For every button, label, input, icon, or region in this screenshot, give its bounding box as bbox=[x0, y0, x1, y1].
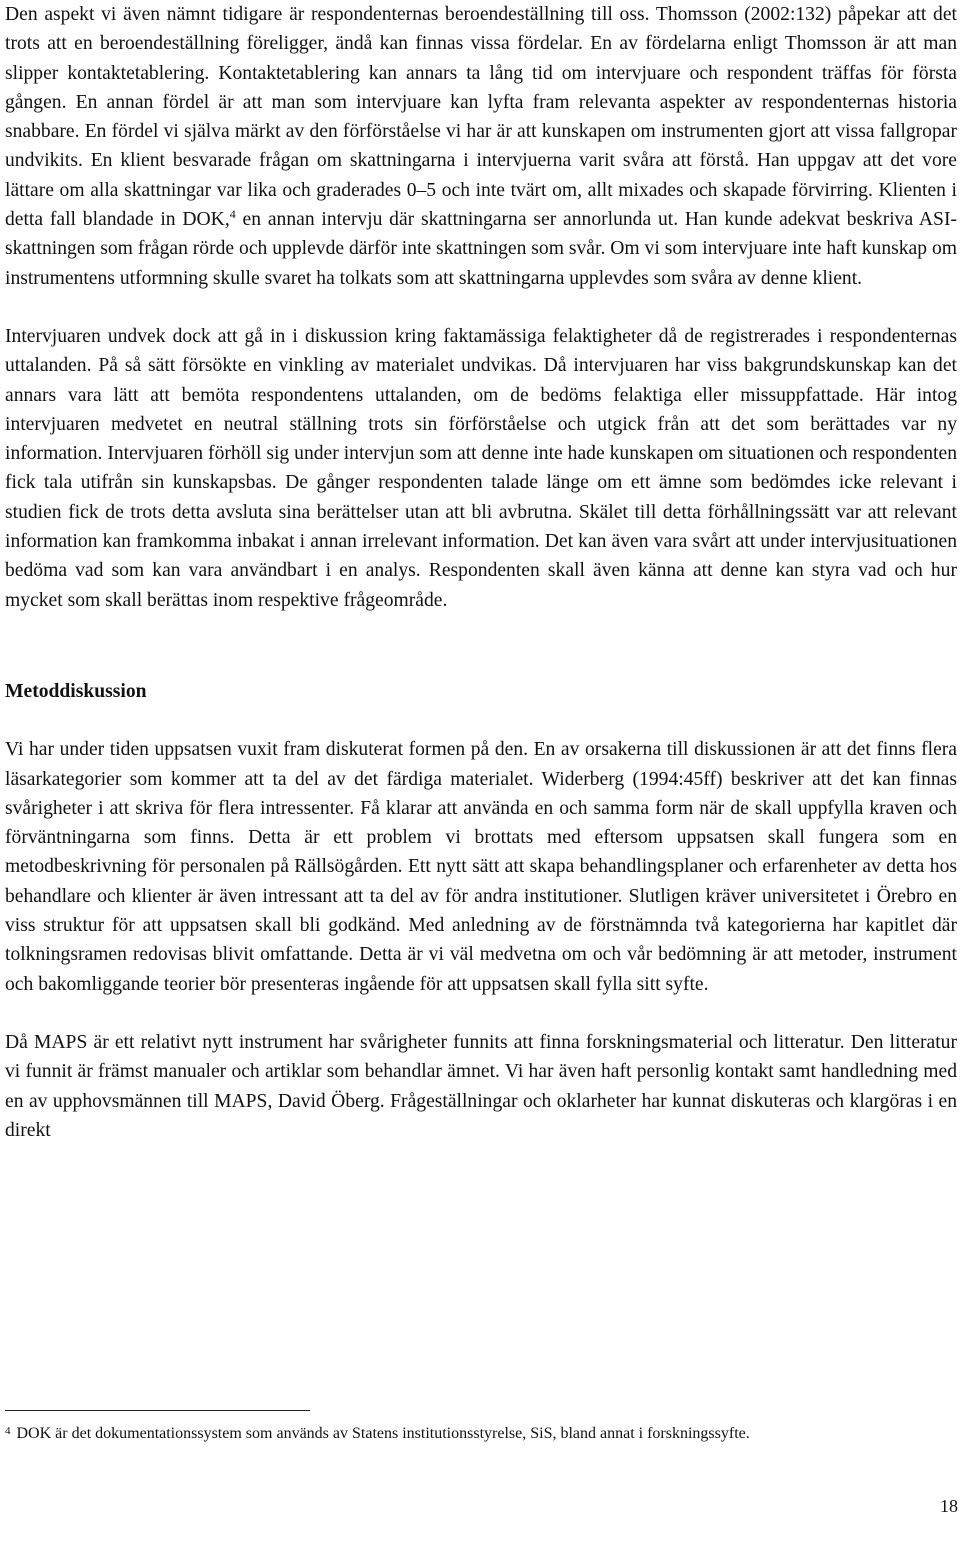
footnote-reference: 4 bbox=[229, 207, 236, 222]
paragraph-respondent-dependency bbox=[5, 0, 957, 293]
section-heading: Metoddiskussion bbox=[5, 680, 147, 702]
footnote bbox=[5, 1423, 885, 1446]
document-page bbox=[5, 0, 957, 1145]
paragraph-method-discussion: Vi har under tiden uppsatsen vuxit fram diskuterat formen på den. En av orsakerna till diskussionen är att det finns flera läsarkategorier som kommer att ta del av det färdiga materialet. Widerberg (1994:45ff) beskriver att det kan finnas svårigheter i att skriva för flera intressenter. Få klarar att använda en och samma form när de skall uppfylla kraven och förväntningarna som finns. Detta är ett problem vi brottats med eftersom uppsatsen skall fungera som en metodbeskrivning för personalen på Rällsögården. Ett nytt sätt att skapa behandlingsplaner och erfarenheter av detta hos behandlare och klienter är även intressant att ta del av för andra institutioner. Slutligen kräver universitetet i Örebro en viss struktur för att uppsatsen skall bli godkänd. Med anledning av de förstnämnda två kategorierna har kapitlet där tolkningsramen redovisas blivit omfattande. Detta är vi väl medvetna om och vår bedömning är att metoder, instrument och bakomliggande teorier bör presenteras ingående för att uppsatsen skall fylla sitt syfte. bbox=[5, 739, 957, 995]
paragraph-text-continued: en annan intervju där skattningarna ser annorlunda ut. Han kunde adekvat beskriva ASI-skattningen som frågan rörde och upplevde därför inte skattningen som svår. Om vi som intervjuare inte haft kunskap om instrumentens utformning skulle svaret ha tolkats som att skattningarna upplevdes som svåra av denne klient. bbox=[5, 209, 957, 289]
page-number: 18 bbox=[940, 1496, 958, 1516]
footnote-divider bbox=[5, 1410, 310, 1411]
footnote-text: DOK är det dokumentationssystem som används av Statens institutionsstyrelse, SiS, bland annat i forskningssyfte. bbox=[16, 1425, 750, 1442]
paragraph-text: Den aspekt vi även nämnt tidigare är respondenternas beroendeställning till oss. Thomsson (2002:132) påpekar att det trots att en beroendeställning föreligger, ändå kan finnas vissa fördelar. En av fördelarna enligt Thomsson är att man slipper kontaktetablering. Kontaktetablering kan annars ta lång tid om intervjuare och respondent träffas för första gången. En annan fördel är att man som intervjuare kan lyfta fram relevanta aspekter av respondenternas historia snabbare. En fördel vi själva märkt av den förförståelse vi har är att kunskapen om instrumenten gjort att vissa fallgropar undvikits. En klient besvarade frågan om skattningarna i intervjuerna varit svåra att förstå. Han uppgav att det vore lättare om alla skattningar var lika och graderades 0–5 och inte tvärt om, allt mixades och skapade förvirring. Klienten i detta fall blandade in DOK, bbox=[5, 4, 957, 231]
paragraph-maps-literature: Då MAPS är ett relativt nytt instrument har svårigheter funnits att finna forskningsmaterial och litteratur. Den litteratur vi funnit är främst manualer och artiklar som behandlar ämnet. Vi har även haft personlig kontakt samt handledning med en av upphovsmännen till MAPS, David Öberg. Frågeställningar och oklarheter har kunnat diskuteras och klargöras i en direkt bbox=[5, 1031, 957, 1141]
footnote-mark: 4 bbox=[5, 1425, 11, 1437]
paragraph-interviewer-neutrality: Intervjuaren undvek dock att gå in i diskussion kring faktamässiga felaktigheter då de registrerades i respondenternas uttalanden. På så sätt försökte en vinkling av materialet undvikas. Då intervjuaren har viss bakgrundskunskap kan det annars vara lätt att bemöta respondentens uttalanden, om de bedöms felaktiga eller missuppfattade. Här intog intervjuaren medvetet en neutral ställning trots sin förförståelse och utgick från att det som berättades var ny information. Intervjuaren förhöll sig under intervjun som att denne inte hade kunskapen om situationen och respondenten fick tala utifrån sin kunskapsbas. De gånger respondenten talade länge om ett ämne som bedömdes icke relevant i studien fick de trots detta avsluta sina berättelser utan att bli avbrutna. Skälet till detta förhållningssätt var att relevant information kan framkomma inbakat i annan irrelevant information. Det kan även vara svårt att under intervjusituationen bedöma vad som kan vara användbart i en analys. Respondenten skall även känna att denne kan styra vad och hur mycket som skall berättas inom respektive frågeområde. bbox=[5, 325, 957, 611]
